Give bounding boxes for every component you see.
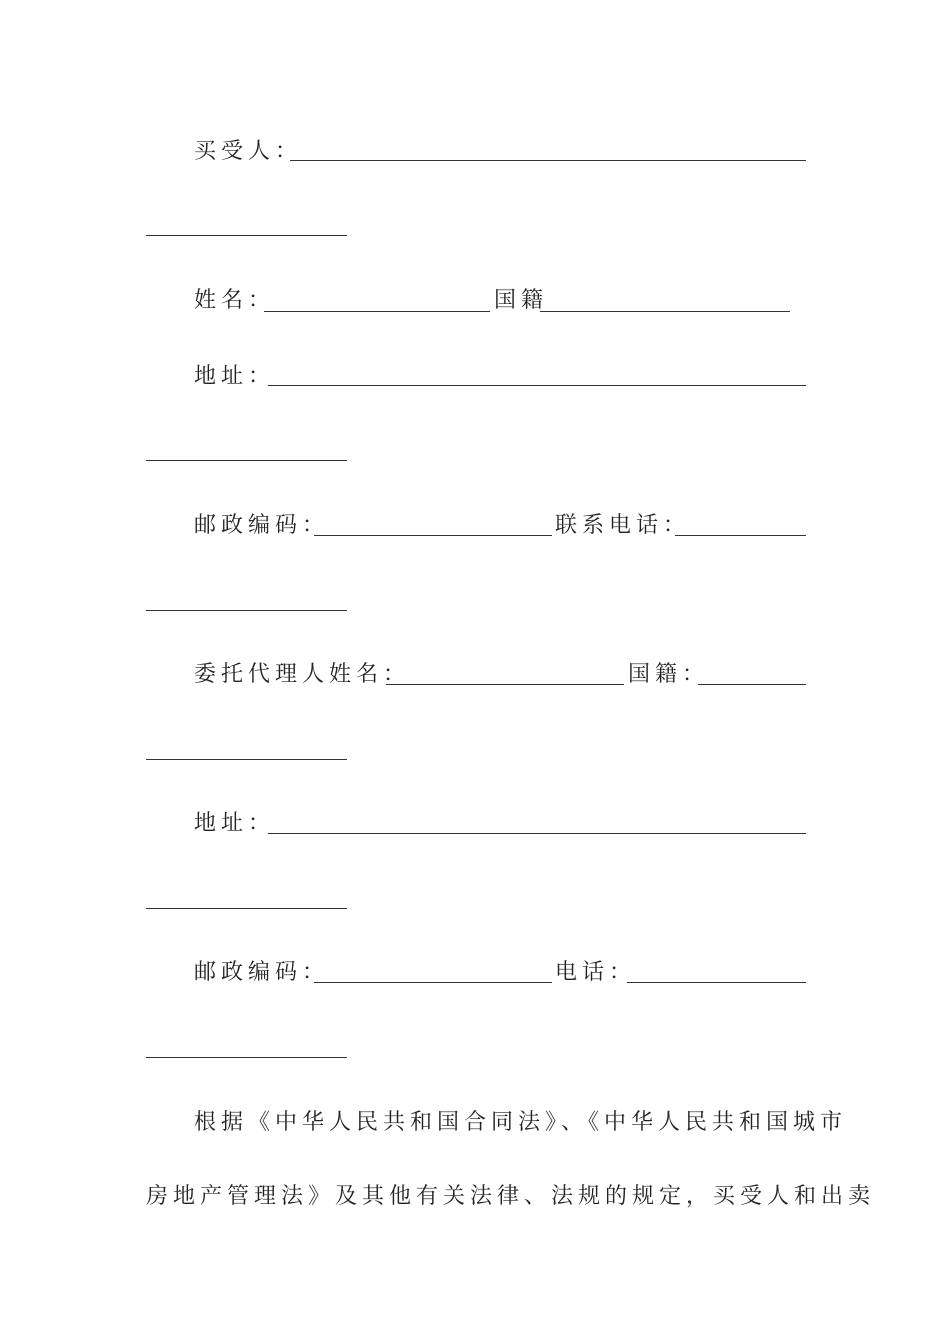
agent-name-label: 委托代理人姓名： — [194, 662, 411, 687]
name-label: 姓名： — [194, 288, 276, 313]
buyer-field[interactable] — [290, 160, 806, 161]
body-paragraph-line-2: 房地产管理法》及其他有关法律、法规的规定，买受人和出卖 — [146, 1184, 876, 1209]
buyer-field-continuation[interactable] — [146, 235, 347, 236]
nationality-field[interactable] — [540, 311, 790, 312]
address-label: 地址： — [194, 364, 276, 389]
agent-phone-field[interactable] — [627, 982, 806, 983]
agent-postcode-field[interactable] — [314, 982, 552, 983]
postcode-field[interactable] — [314, 535, 552, 536]
name-field[interactable] — [264, 311, 490, 312]
agent-address-label: 地址： — [194, 811, 276, 836]
agent-phone-field-continuation[interactable] — [146, 1057, 347, 1058]
agent-name-field[interactable] — [386, 684, 624, 685]
contact-phone-label: 联系电话： — [555, 513, 691, 538]
postcode-label: 邮政编码： — [194, 513, 330, 538]
agent-postcode-label: 邮政编码： — [194, 960, 330, 985]
contact-phone-field[interactable] — [675, 535, 806, 536]
agent-phone-label: 电话： — [555, 960, 637, 985]
address-field-continuation[interactable] — [146, 460, 347, 461]
agent-nationality-label: 国籍： — [628, 662, 710, 687]
agent-address-field-continuation[interactable] — [146, 908, 347, 909]
agent-nationality-field-continuation[interactable] — [146, 759, 347, 760]
contact-phone-field-continuation[interactable] — [146, 610, 347, 611]
agent-address-field[interactable] — [268, 833, 806, 834]
nationality-label: 国籍 — [494, 288, 549, 313]
address-field[interactable] — [268, 385, 806, 386]
agent-nationality-field[interactable] — [698, 684, 806, 685]
body-paragraph-line-1: 根据《中华人民共和国合同法》、《中华人民共和国城市 — [194, 1110, 848, 1135]
buyer-label: 买受人： — [194, 139, 303, 164]
